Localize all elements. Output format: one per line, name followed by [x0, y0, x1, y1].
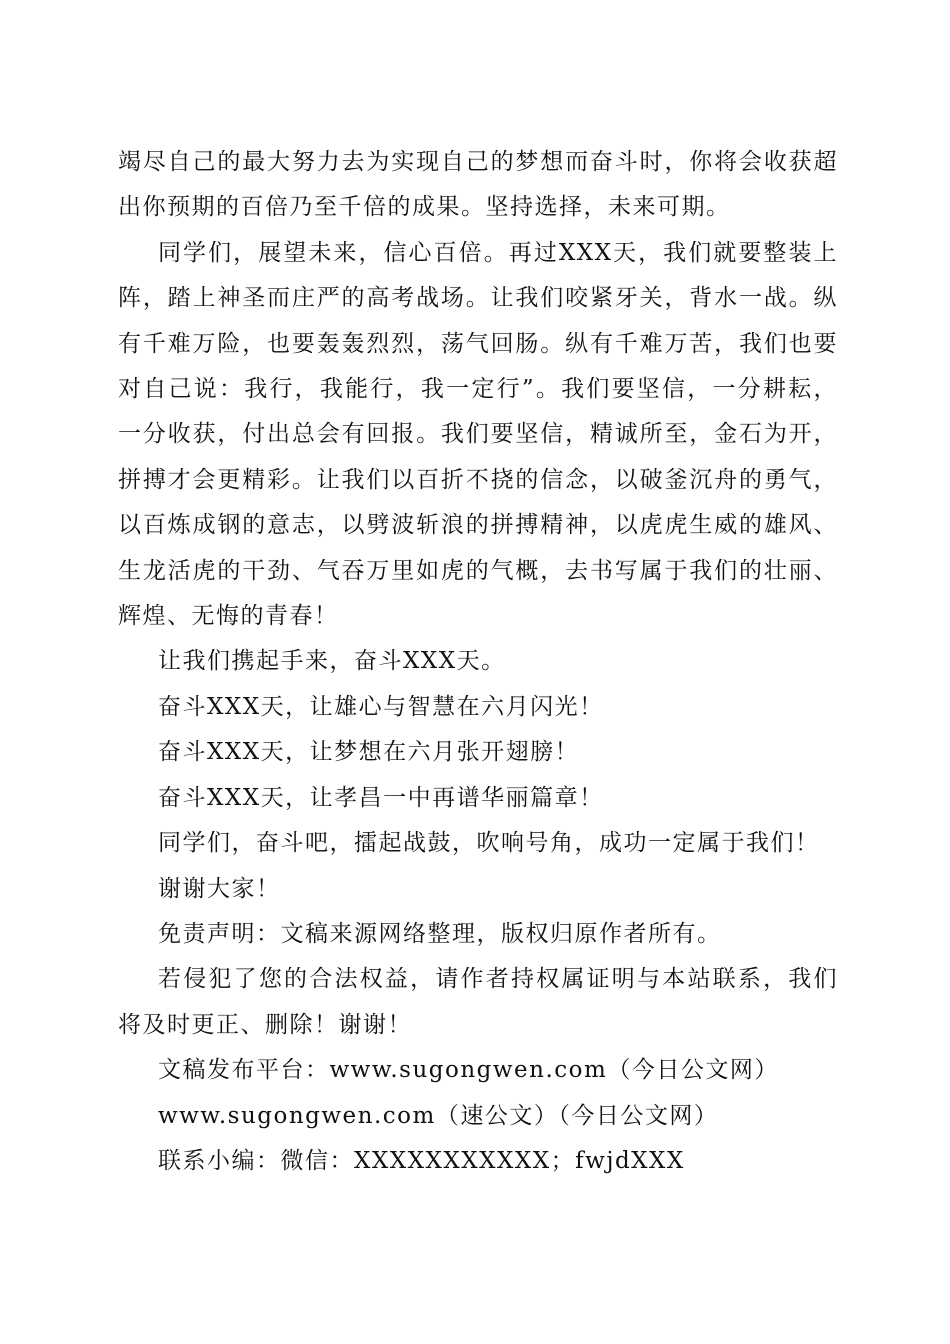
document-body: [118, 140, 838, 1184]
paragraph-line: 让我们携起手来，奋斗XXX天。: [158, 648, 506, 675]
paragraph-line: 奋斗XXX天，让孝昌一中再谱华丽篇章！: [158, 784, 604, 811]
paragraph-line: 同学们，奋斗吧，擂起战鼓，吹响号角，成功一定属于我们！: [158, 830, 820, 857]
paragraph-line: 奋斗XXX天，让雄心与智慧在六月闪光！: [158, 693, 604, 720]
publisher-line: 文稿发布平台：www.sugongwen.com（今日公文网）: [158, 1057, 779, 1084]
paragraph-line: 谢谢大家！: [158, 875, 281, 902]
disclaimer-line: 若侵犯了您的合法权益，请作者持权属证明与本站联系，我们将及时更正、删除！谢谢！: [118, 966, 838, 1038]
paragraph-main: 同学们，展望未来，信心百倍。再过XXX天，我们就要整装上阵，踏上神圣而庄严的高考战场。让我们咬紧牙关，背水一战。纵有千难万险，也要轰轰烈烈，荡气回肠。纵有千难万苦，我们也要对自己说：我行，我能行，我一定行”。我们要坚信，一分耕耘，一分收获，付出总会有回报。我们要坚信，精诚所至，金石为开，拼搏才会更精彩。让我们以百折不挠的信念，以破釜沉舟的勇气，以百炼成钢的意志，以劈波斩浪的拼搏精神，以虎虎生威的雄风、生龙活虎的干劲、气吞万里如虎的气概，去书写属于我们的壮丽、辉煌、无悔的青春！: [118, 239, 838, 630]
disclaimer-line: 免责声明：文稿来源网络整理，版权归原作者所有。: [158, 920, 722, 947]
paragraph-continuation: 竭尽自己的最大努力去为实现自己的梦想而奋斗时，你将会收获超出你预期的百倍乃至千倍的成果。坚持选择，未来可期。: [118, 149, 838, 221]
publisher-line: www.sugongwen.com（速公文）（今日公文网）: [158, 1102, 719, 1129]
paragraph-line: 奋斗XXX天，让梦想在六月张开翅膀！: [158, 739, 580, 766]
contact-line: 联系小编：微信：XXXXXXXXXXX；fwjdXXX: [158, 1147, 685, 1174]
